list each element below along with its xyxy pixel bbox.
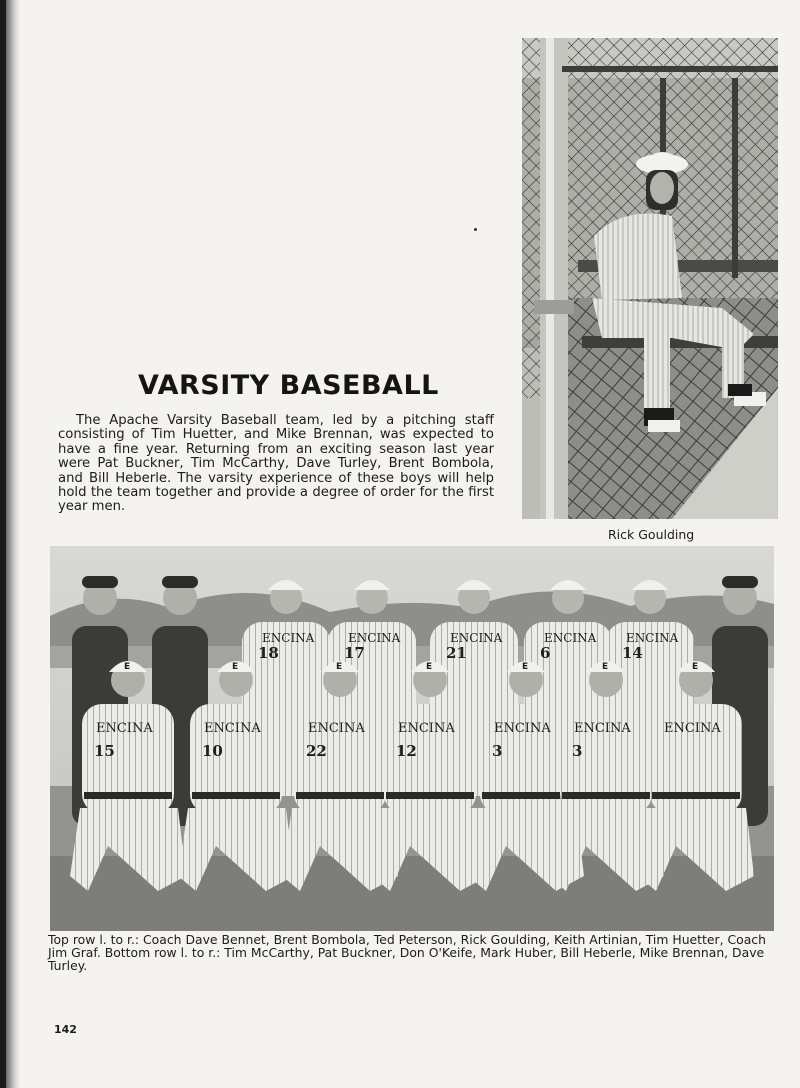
print-speck (474, 228, 477, 231)
jersey-lettering: ENCINA (348, 631, 401, 645)
page-number: 142 (54, 1023, 77, 1036)
front-row-number: 3 (572, 742, 583, 760)
page-title: VARSITY BASEBALL (138, 370, 439, 401)
yearbook-page (6, 0, 800, 1088)
jersey-lettering: ENCINA (262, 631, 315, 645)
front-row-number: 10 (202, 742, 223, 760)
jersey-lettering: ENCINA (204, 721, 261, 736)
page-binding-shadow (6, 0, 20, 1088)
jersey-lettering: ENCINA (398, 721, 455, 736)
front-row-number: 12 (396, 742, 417, 760)
jersey-lettering: ENCINA (574, 721, 631, 736)
back-row-number: 14 (622, 644, 643, 662)
jersey-lettering: ENCINA (544, 631, 597, 645)
back-row-number: 18 (258, 644, 279, 662)
jersey-lettering: ENCINA (494, 721, 551, 736)
cap-letter: E (232, 662, 239, 672)
front-row-number: 3 (492, 742, 503, 760)
cap-letter: E (522, 662, 529, 672)
jersey-lettering: ENCINA (450, 631, 503, 645)
article-body: The Apache Varsity Baseball team, led by a pitching staff consisting of Tim Huetter, and Mike Brennan, was expected to have a fine year. Returning from an exciting season last year were Pat Buckner, Tim McCarthy, Dave Turley, Brent Bombola, and Bill Heberle. The varsity experience of these boys will help hold the team together and provide a degree of order for the first year men. (58, 413, 494, 515)
cap-letter: E (336, 662, 343, 672)
team-photo-caption: Top row l. to r.: Coach Dave Bennet, Brent Bombola, Ted Peterson, Rick Goulding, Keith Artinian, Tim Huetter, Coach Jim Graf. Bottom row l. to r.: Tim McCarthy, Pat Buckner, Don O'Keife, Mark Huber, Bill Heberle, Mike Brennan, Dave Turley. (48, 932, 766, 973)
cap-letter: E (124, 662, 131, 672)
jersey-lettering: ENCINA (664, 721, 721, 736)
cap-letter: E (692, 662, 699, 672)
jersey-lettering: ENCINA (96, 721, 153, 736)
cap-letter: E (426, 662, 433, 672)
front-row-number: 22 (306, 742, 327, 760)
back-row-number: 6 (540, 644, 551, 662)
jersey-lettering: ENCINA (308, 721, 365, 736)
front-row-number: 15 (94, 742, 115, 760)
back-row-number: 21 (446, 644, 467, 662)
cap-letter: E (602, 662, 609, 672)
rick-goulding-photo (522, 38, 778, 519)
team-photo (50, 546, 774, 931)
photo-caption: Rick Goulding (608, 527, 695, 542)
jersey-lettering: ENCINA (626, 631, 679, 645)
back-row-number: 17 (344, 644, 365, 662)
